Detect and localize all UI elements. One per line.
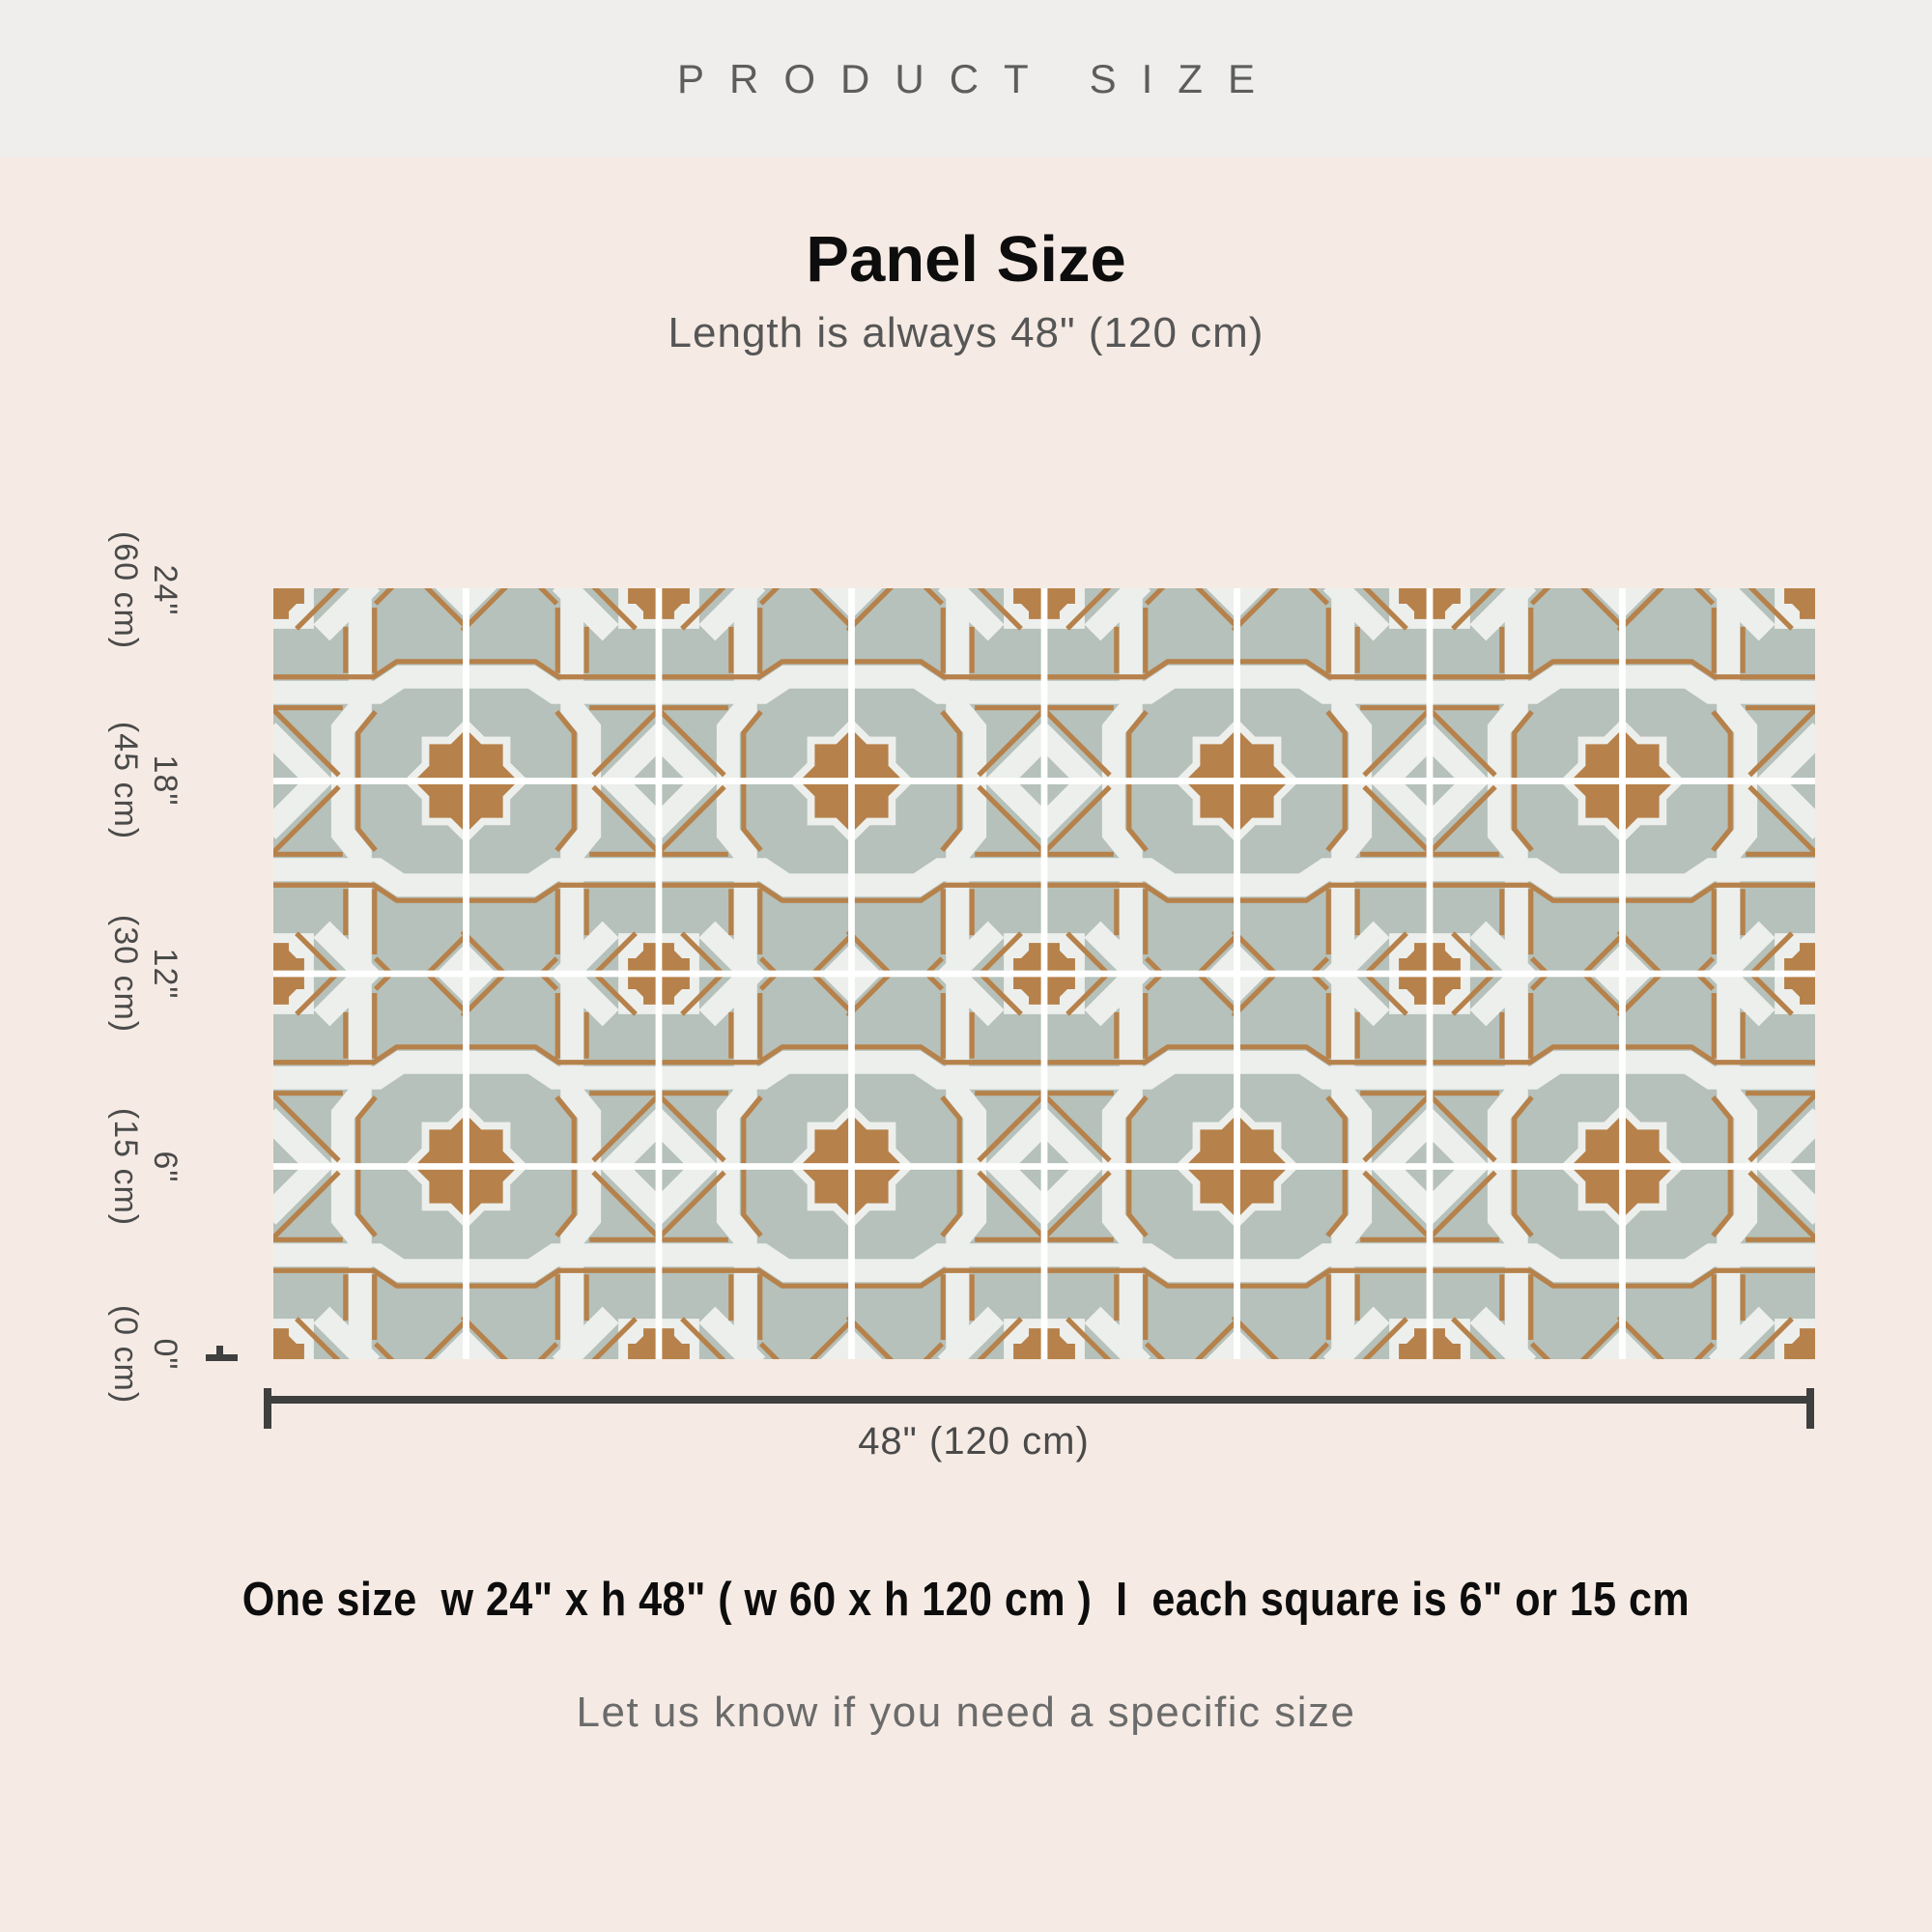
specific-size-note: Let us know if you need a specific size [576, 1689, 1356, 1736]
y-axis-label-24-inches: 24" [147, 564, 184, 616]
origin-tick [206, 1354, 238, 1361]
y-axis-label-18-cm: (45 cm) [107, 721, 144, 840]
y-axis-label-24 [105, 494, 185, 687]
tile-panel-image [273, 587, 1815, 1360]
y-axis-label-6 [105, 1070, 185, 1264]
width-dimension-label: 48" (120 cm) [858, 1420, 1090, 1463]
origin-tick-stub [216, 1346, 223, 1355]
y-axis-label-18 [105, 684, 185, 877]
y-axis-label-12-cm: (30 cm) [107, 914, 144, 1034]
y-axis-label-0-cm: (0 cm) [107, 1304, 144, 1405]
y-axis-label-6-inches: 6" [147, 1151, 184, 1183]
y-axis-label-12-inches: 12" [147, 948, 184, 1000]
y-axis-label-12 [105, 877, 185, 1070]
page-title: PRODUCT SIZE [677, 56, 1280, 101]
one-size-text: One size w 24" x h 48" ( w 60 x h 120 cm ) I each square is 6" or 15 cm [242, 1574, 1690, 1626]
tile-pattern-svg [273, 587, 1815, 1360]
y-axis-label-6-cm: (15 cm) [107, 1107, 144, 1227]
y-axis-label-18-inches: 18" [147, 754, 184, 807]
panel-size-subtitle: Length is always 48" (120 cm) [668, 309, 1264, 356]
panel-size-title: Panel Size [806, 223, 1126, 296]
y-axis-label-0-inches: 0" [147, 1338, 184, 1371]
width-dimension-line [264, 1396, 1814, 1404]
y-axis-label-24-cm: (60 cm) [107, 530, 144, 650]
